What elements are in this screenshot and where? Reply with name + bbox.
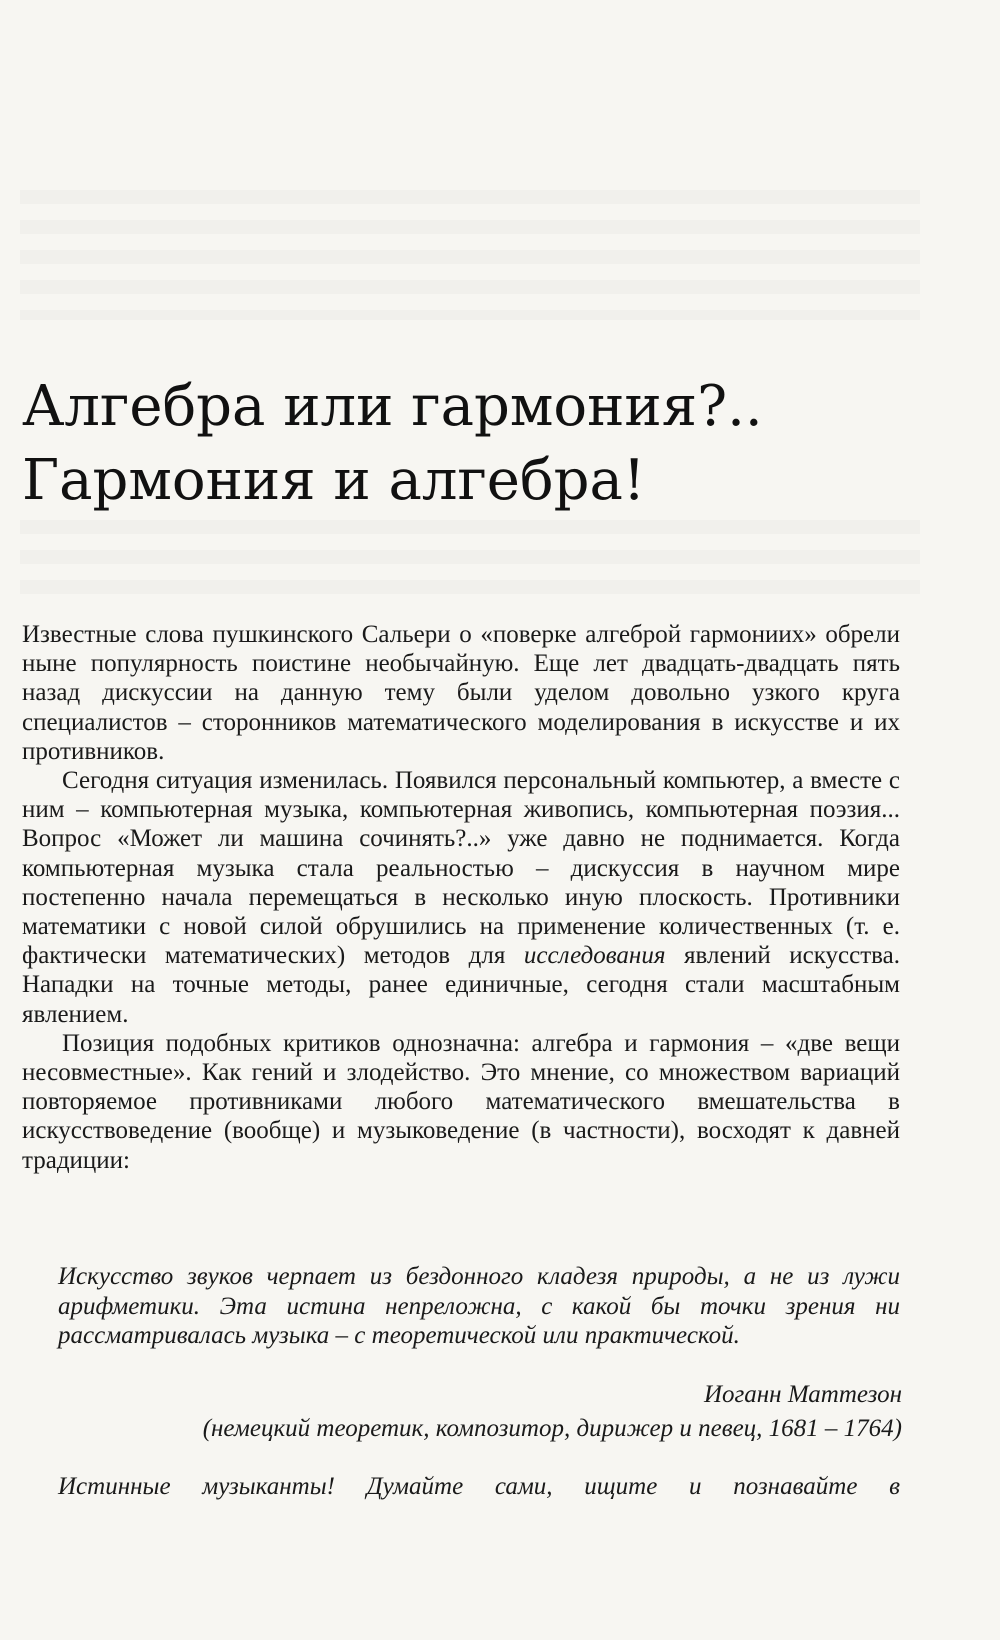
epigraph-author-description: (немецкий теоретик, композитор, дирижер и певец, 1681 – 1764) xyxy=(202,1415,902,1442)
paragraph-1: Известные слова пушкинского Сальери о «поверке алгеброй гармониих» обрели ныне популярность поистине необычайную. Еще лет двадцать-двадцать пять назад дискуссии на данную тему были уделом довольно узкого круга специалистов – сторонников математического моделирования в искусстве и их противников. xyxy=(22,621,900,765)
paragraph-2-part-1: Сегодня ситуация изменилась. Появился персональный компьютер, а вместе с ним – компьютерная музыка, компьютерная живопись, компьютерная поэзия... Вопрос «Может ли машина сочинять?..» уже давно не поднимается. Когда компьютерная музыка стала реальностью – дискуссия в научном мире постепенно начала перемещаться в несколько иную плоскость. Противники математики с новой силой обрушились на применение количественных (т. е. фактически математических) методов для xyxy=(22,767,900,970)
paragraph-3: Позиция подобных критиков однозначна: алгебра и гармония – «две вещи несовместные». Как гений и злодейство. Это мнение, со множеством вариаций повторяемое противниками любого математического вмешательства в искусствоведение (вообще) и музыковедение (в частности), восходят к давней традиции: xyxy=(22,1029,900,1174)
paragraph-2-emphasis: исследования xyxy=(523,942,666,970)
chapter-title-line-1: Алгебра или гармония?.. xyxy=(22,374,763,439)
chapter-title xyxy=(22,370,962,518)
paragraph-2 xyxy=(22,766,900,1029)
epigraph-author: Иоганн Маттезон xyxy=(703,1381,902,1408)
body-text xyxy=(22,620,900,1175)
paragraph-2-part-2: явлений искусства. Нападки на точные методы, ранее единичные, сегодня стали масштабным явлением. xyxy=(22,942,900,1028)
show-through-texture xyxy=(20,190,920,320)
second-epigraph-quote: Истинные музыканты! Думайте сами, ищите и познавайте в xyxy=(58,1473,900,1500)
epigraph-quote: Искусство звуков черпает из бездонного кладезя природы, а не из лужи арифметики. Эта истина непреложна, с какой бы точки зрения ни рассматривалась музыка – с теоретической или практической. xyxy=(58,1263,900,1349)
chapter-title-line-2: Гармония и алгебра! xyxy=(22,448,646,513)
show-through-texture xyxy=(20,520,920,610)
